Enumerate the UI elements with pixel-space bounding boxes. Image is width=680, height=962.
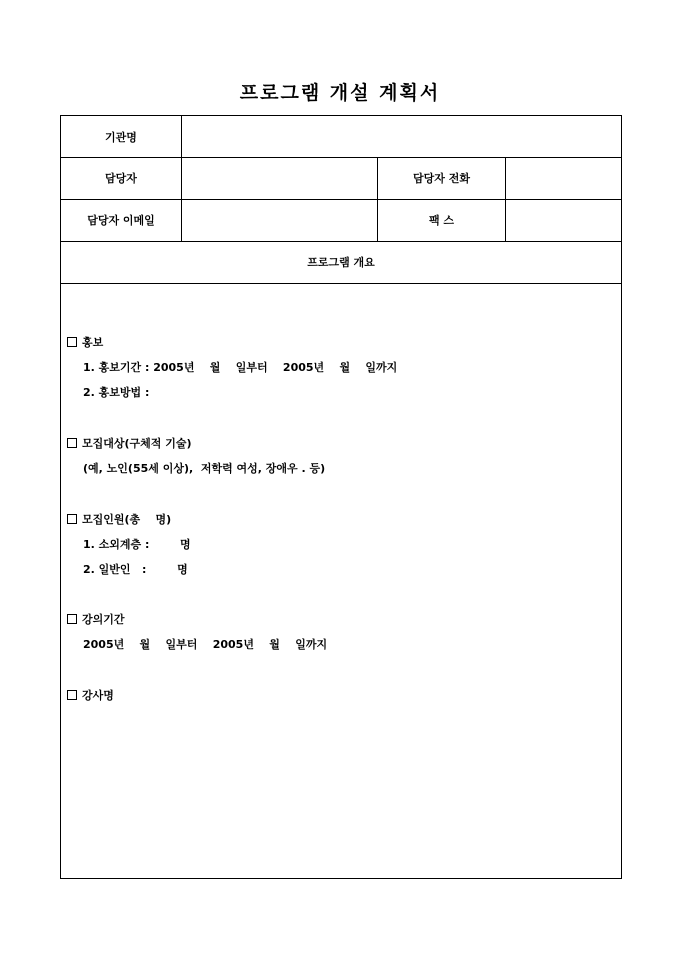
instructor-heading — [67, 687, 114, 703]
manager-field[interactable] — [182, 157, 377, 199]
fax-label: 팩 스 — [428, 214, 455, 227]
target-example-line: (예, 노인(55세 이상), 저학력 여성, 장애우 . 등) — [83, 462, 326, 475]
manager-email-label: 담당자 이메일 — [87, 214, 155, 227]
manager-phone-label: 담당자 전화 — [413, 172, 470, 185]
target-heading — [67, 435, 192, 451]
target-heading-text: 모집대상(구체적 기술) — [82, 437, 192, 450]
checkbox-icon — [67, 614, 77, 624]
manager-email-field[interactable] — [182, 199, 377, 241]
headcount-general-line: 2. 일반인 : 명 — [83, 563, 188, 576]
checkbox-icon — [67, 438, 77, 448]
headcount-heading — [67, 511, 171, 527]
document-title: 프로그램 개설 계획서 — [239, 82, 441, 104]
institution-field[interactable] — [182, 116, 622, 157]
promotion-period-line: 1. 홍보기간 : 2005년 월 일부터 2005년 월 일까지 — [83, 361, 398, 374]
promotion-method-line: 2. 홍보방법 : — [83, 386, 150, 399]
institution-label: 기관명 — [105, 130, 137, 144]
period-heading — [67, 611, 125, 627]
row-divider — [61, 283, 621, 284]
headcount-heading-text: 모집인원(총 명) — [82, 513, 172, 526]
promotion-heading — [67, 334, 103, 350]
manager-label: 담당자 — [105, 172, 137, 185]
promotion-heading-text: 홍보 — [82, 336, 104, 349]
fax-field[interactable] — [506, 199, 622, 241]
manager-phone-field[interactable] — [506, 157, 622, 199]
checkbox-icon — [67, 337, 77, 347]
period-dates-line: 2005년 월 일부터 2005년 월 일까지 — [83, 638, 328, 651]
overview-header: 프로그램 개요 — [307, 256, 375, 269]
plan-form — [60, 115, 622, 879]
checkbox-icon — [67, 514, 77, 524]
period-heading-text: 강의기간 — [82, 613, 125, 626]
headcount-underserved-line: 1. 소외계층 : 명 — [83, 538, 191, 551]
instructor-heading-text: 강사명 — [82, 689, 114, 702]
checkbox-icon — [67, 690, 77, 700]
